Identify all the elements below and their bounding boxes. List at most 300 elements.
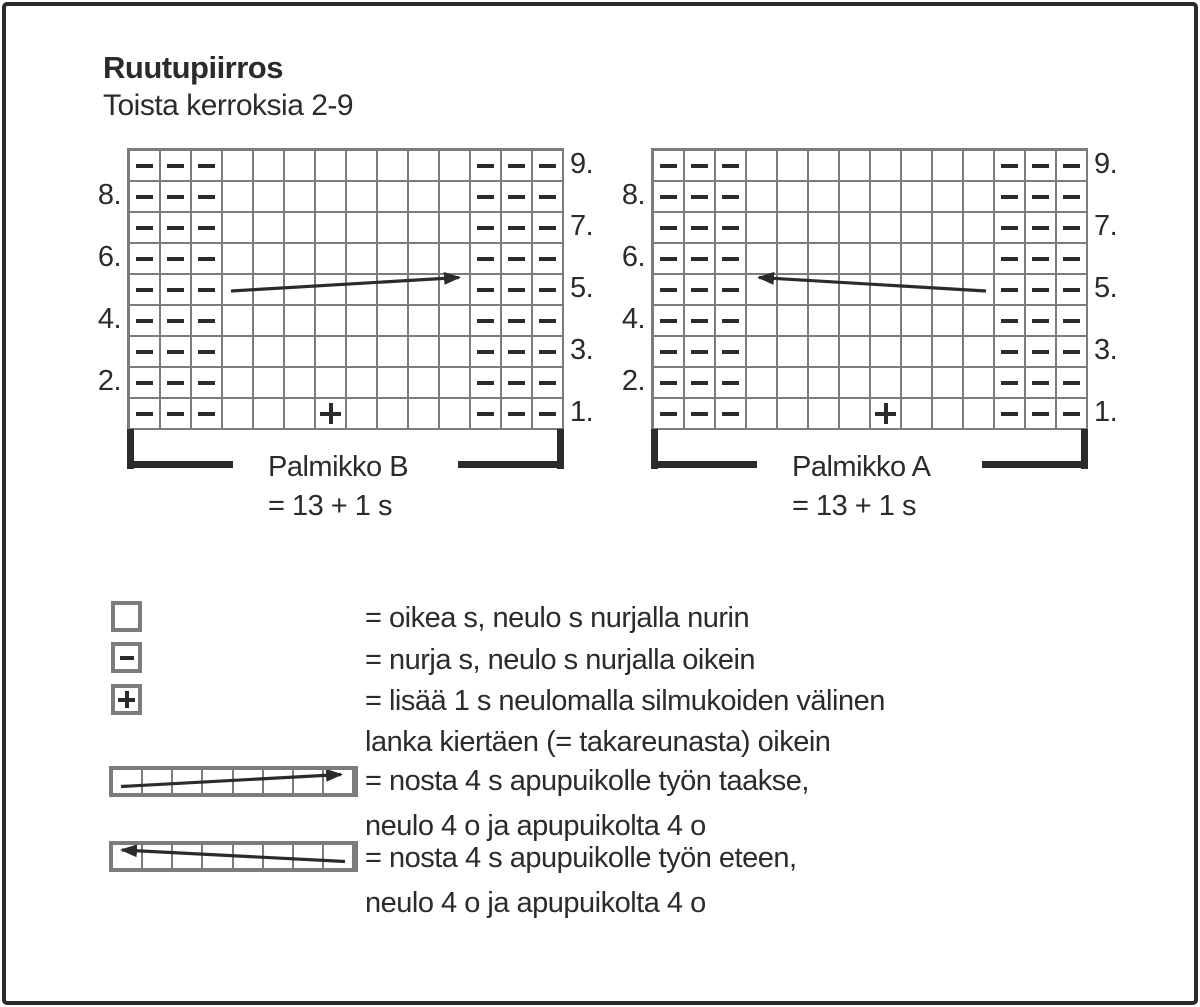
grid-cell	[192, 306, 223, 337]
grid-cell	[840, 244, 871, 275]
grid-cell	[1026, 182, 1057, 213]
purl-symbol	[660, 226, 677, 230]
purl-symbol	[691, 195, 708, 199]
purl-symbol	[691, 381, 708, 385]
grid-cell	[964, 368, 995, 399]
grid-cell	[285, 151, 316, 182]
grid-cell	[409, 182, 440, 213]
purl-symbol	[1032, 412, 1049, 416]
grid-cell	[933, 244, 964, 275]
grid-cell	[1057, 275, 1088, 306]
grid-cell	[161, 182, 192, 213]
purl-symbol	[167, 288, 184, 292]
grid-cell	[685, 337, 716, 368]
legend-text: = nurja s, neulo s nurjalla oikein	[365, 644, 756, 676]
purl-symbol	[1032, 319, 1049, 323]
grid-cell	[716, 244, 747, 275]
grid-cell	[902, 275, 933, 306]
purl-symbol	[1001, 195, 1018, 199]
grid-cell	[223, 368, 254, 399]
bracket-left-bar	[651, 461, 757, 468]
purl-symbol	[1032, 257, 1049, 261]
grid-cell	[285, 306, 316, 337]
grid-cell	[840, 368, 871, 399]
grid-cell	[1057, 151, 1088, 182]
grid-cell	[471, 182, 502, 213]
purl-symbol	[1032, 164, 1049, 168]
purl-symbol	[1063, 350, 1080, 354]
grid-cell	[254, 337, 285, 368]
grid-cell	[440, 275, 471, 306]
chart-grid	[127, 148, 564, 430]
grid-cell	[778, 275, 809, 306]
grid-cell	[871, 275, 902, 306]
purl-symbol	[1001, 350, 1018, 354]
grid-cell	[1057, 182, 1088, 213]
grid-cell	[716, 306, 747, 337]
grid-cell	[1057, 399, 1088, 430]
grid-cell	[316, 151, 347, 182]
grid-cell	[316, 306, 347, 337]
grid-cell	[409, 368, 440, 399]
grid-cell	[654, 275, 685, 306]
row-number-4: 4.	[621, 303, 645, 335]
purl-symbol	[539, 288, 556, 292]
purl-symbol	[477, 381, 494, 385]
knit-stitch-icon	[111, 601, 142, 632]
grid-cell	[902, 244, 933, 275]
grid-cell	[533, 275, 564, 306]
purl-symbol	[1063, 164, 1080, 168]
grid-cell	[192, 151, 223, 182]
grid-cell	[502, 244, 533, 275]
grid-cell	[440, 368, 471, 399]
grid-cell	[933, 151, 964, 182]
grid-cell	[130, 182, 161, 213]
purl-symbol	[198, 412, 215, 416]
purl-symbol	[1001, 412, 1018, 416]
purl-symbol	[198, 319, 215, 323]
grid-cell	[995, 213, 1026, 244]
purl-symbol	[136, 164, 153, 168]
purl-symbol	[1001, 226, 1018, 230]
grid-cell	[1026, 275, 1057, 306]
purl-symbol	[198, 164, 215, 168]
grid-cell	[747, 337, 778, 368]
grid-cell	[533, 151, 564, 182]
grid-cell	[840, 337, 871, 368]
purl-symbol	[198, 381, 215, 385]
purl-symbol	[1001, 381, 1018, 385]
grid-cell	[502, 399, 533, 430]
grid-cell	[223, 399, 254, 430]
grid-cell	[871, 213, 902, 244]
grid-cell	[409, 399, 440, 430]
grid-cell	[471, 306, 502, 337]
grid-cell	[1057, 368, 1088, 399]
row-number-6: 6.	[97, 241, 121, 273]
purl-symbol	[539, 350, 556, 354]
chart-stitch-count: = 13 + 1 s	[792, 490, 916, 522]
grid-cell	[254, 213, 285, 244]
grid-cell	[502, 151, 533, 182]
grid-cell	[130, 151, 161, 182]
grid-cell	[440, 306, 471, 337]
grid-cell	[778, 337, 809, 368]
chart-name: Palmikko A	[792, 451, 931, 483]
purl-symbol	[508, 288, 525, 292]
grid-cell	[716, 182, 747, 213]
grid-cell	[654, 182, 685, 213]
grid-cell	[1057, 244, 1088, 275]
grid-cell	[964, 151, 995, 182]
grid-cell	[502, 213, 533, 244]
row-number-8: 8.	[621, 179, 645, 211]
grid-cell	[685, 306, 716, 337]
purl-symbol	[660, 412, 677, 416]
grid-cell	[378, 213, 409, 244]
purl-symbol	[477, 288, 494, 292]
row-number-5: 5.	[1094, 272, 1118, 304]
purl-symbol	[539, 226, 556, 230]
grid-cell	[902, 368, 933, 399]
purl-symbol	[477, 257, 494, 261]
purl-symbol	[539, 412, 556, 416]
grid-cell	[285, 182, 316, 213]
purl-symbol	[136, 195, 153, 199]
grid-cell	[778, 151, 809, 182]
purl-symbol	[1032, 350, 1049, 354]
grid-cell	[871, 151, 902, 182]
grid-cell	[347, 399, 378, 430]
bracket-left-bar	[127, 461, 233, 468]
grid-cell	[1026, 151, 1057, 182]
grid-cell	[654, 368, 685, 399]
purl-symbol	[167, 412, 184, 416]
purl-symbol	[198, 195, 215, 199]
legend-text: lanka kiertäen (= takareunasta) oikein	[365, 726, 831, 758]
grid-cell	[316, 337, 347, 368]
purl-symbol	[477, 195, 494, 199]
purl-symbol	[508, 257, 525, 261]
purl-symbol	[136, 288, 153, 292]
purl-symbol	[722, 350, 739, 354]
grid-cell	[471, 244, 502, 275]
grid-cell	[533, 306, 564, 337]
make-one-symbol	[320, 403, 341, 424]
legend-text: = nosta 4 s apupuikolle työn eteen,	[365, 842, 797, 874]
purl-symbol	[1063, 195, 1080, 199]
legend-text: = nosta 4 s apupuikolle työn taakse,	[365, 765, 809, 797]
title-block	[103, 49, 353, 125]
grid-cell	[502, 368, 533, 399]
chart-name: Palmikko B	[268, 451, 409, 483]
grid-cell	[223, 337, 254, 368]
purl-symbol	[1063, 226, 1080, 230]
purl-symbol	[508, 164, 525, 168]
purl-symbol	[136, 381, 153, 385]
row-number-7: 7.	[1094, 210, 1118, 242]
grid-cell	[285, 244, 316, 275]
grid-cell	[254, 275, 285, 306]
grid-cell	[840, 275, 871, 306]
grid-cell	[285, 368, 316, 399]
grid-cell	[347, 213, 378, 244]
purl-symbol	[722, 319, 739, 323]
row-number-6: 6.	[621, 241, 645, 273]
grid-cell	[161, 337, 192, 368]
grid-cell	[1026, 399, 1057, 430]
grid-cell	[533, 337, 564, 368]
grid-cell	[409, 244, 440, 275]
minus-glyph	[120, 656, 134, 660]
purl-symbol	[1063, 319, 1080, 323]
purl-symbol	[1001, 257, 1018, 261]
grid-cell	[254, 151, 285, 182]
grid-cell	[192, 213, 223, 244]
grid-cell	[533, 213, 564, 244]
page-subtitle: Toista kerroksia 2-9	[103, 89, 354, 122]
grid-cell	[440, 337, 471, 368]
grid-cell	[964, 244, 995, 275]
purl-symbol	[198, 288, 215, 292]
grid-cell	[840, 306, 871, 337]
grid-cell	[716, 275, 747, 306]
grid-cell	[1026, 213, 1057, 244]
grid-cell	[409, 151, 440, 182]
grid-cell	[316, 244, 347, 275]
grid-cell	[964, 337, 995, 368]
chart-caption	[268, 448, 408, 526]
purl-symbol	[167, 226, 184, 230]
grid-cell	[223, 244, 254, 275]
grid-cell	[1057, 306, 1088, 337]
legend-text: neulo 4 o ja apupuikolta 4 o	[365, 810, 706, 842]
grid-cell	[685, 182, 716, 213]
purl-symbol	[508, 226, 525, 230]
grid-cell	[654, 151, 685, 182]
grid-cell	[654, 399, 685, 430]
grid-cell	[285, 337, 316, 368]
grid-cell	[1026, 337, 1057, 368]
chart-grid	[651, 148, 1088, 430]
grid-cell	[254, 368, 285, 399]
grid-cell	[502, 306, 533, 337]
chart-stitch-count: = 13 + 1 s	[268, 490, 392, 522]
purl-symbol	[1001, 319, 1018, 323]
grid-cell	[161, 306, 192, 337]
grid-cell	[471, 368, 502, 399]
grid-cell	[716, 399, 747, 430]
purl-symbol	[660, 288, 677, 292]
grid-cell	[902, 213, 933, 244]
purl-symbol	[691, 257, 708, 261]
purl-symbol	[477, 226, 494, 230]
grid-cell	[1057, 213, 1088, 244]
knitting-chart-palmikko-b	[97, 148, 647, 548]
make-one-symbol	[875, 403, 896, 424]
grid-cell	[502, 275, 533, 306]
grid-cell	[654, 244, 685, 275]
purl-symbol	[1032, 381, 1049, 385]
purl-symbol	[167, 381, 184, 385]
legend-text: = oikea s, neulo s nurjalla nurin	[365, 602, 750, 634]
grid-cell	[747, 244, 778, 275]
row-number-8: 8.	[97, 179, 121, 211]
grid-cell	[533, 244, 564, 275]
purl-symbol	[477, 319, 494, 323]
grid-cell	[1057, 337, 1088, 368]
row-number-3: 3.	[1094, 334, 1118, 366]
grid-cell	[192, 337, 223, 368]
grid-cell	[778, 213, 809, 244]
row-number-5: 5.	[570, 272, 594, 304]
purl-symbol	[722, 257, 739, 261]
grid-cell	[685, 244, 716, 275]
grid-cell	[254, 399, 285, 430]
grid-cell	[161, 151, 192, 182]
grid-cell	[471, 151, 502, 182]
purl-symbol	[136, 412, 153, 416]
grid-cell	[809, 399, 840, 430]
grid-cell	[778, 399, 809, 430]
grid-cell	[933, 182, 964, 213]
grid-cell	[840, 213, 871, 244]
grid-cell	[809, 213, 840, 244]
grid-cell	[440, 399, 471, 430]
page-title: Ruutupiirros	[103, 50, 283, 85]
grid-cell	[130, 368, 161, 399]
grid-cell	[685, 213, 716, 244]
grid-cell	[654, 213, 685, 244]
purl-symbol	[660, 350, 677, 354]
plus-glyph	[118, 691, 135, 708]
row-number-9: 9.	[1094, 148, 1118, 180]
grid-cell	[902, 306, 933, 337]
purl-symbol	[1032, 288, 1049, 292]
grid-cell	[995, 182, 1026, 213]
grid-cell	[716, 368, 747, 399]
grid-cell	[502, 182, 533, 213]
purl-symbol	[539, 381, 556, 385]
grid-cell	[902, 182, 933, 213]
grid-cell	[809, 244, 840, 275]
purl-symbol	[1032, 195, 1049, 199]
row-number-4: 4.	[97, 303, 121, 335]
purl-symbol	[508, 412, 525, 416]
purl-symbol	[1063, 257, 1080, 261]
grid-cell	[378, 368, 409, 399]
purl-symbol	[691, 164, 708, 168]
knitting-chart-palmikko-a	[621, 148, 1171, 548]
grid-cell	[378, 182, 409, 213]
grid-cell	[933, 368, 964, 399]
grid-cell	[995, 368, 1026, 399]
grid-cell	[871, 306, 902, 337]
grid-cell	[161, 275, 192, 306]
purl-symbol	[722, 412, 739, 416]
purl-symbol	[660, 257, 677, 261]
purl-symbol	[167, 164, 184, 168]
grid-cell	[778, 244, 809, 275]
grid-cell	[995, 306, 1026, 337]
grid-cell	[161, 399, 192, 430]
purl-symbol	[660, 164, 677, 168]
grid-cell	[809, 337, 840, 368]
grid-cell	[316, 213, 347, 244]
grid-cell	[933, 306, 964, 337]
grid-cell	[964, 275, 995, 306]
grid-cell	[654, 306, 685, 337]
purl-symbol	[508, 319, 525, 323]
grid-cell	[747, 151, 778, 182]
grid-cell	[254, 182, 285, 213]
grid-cell	[933, 275, 964, 306]
grid-cell	[161, 213, 192, 244]
grid-cell	[440, 213, 471, 244]
grid-cell	[933, 213, 964, 244]
grid-cell	[747, 399, 778, 430]
purl-symbol	[1063, 381, 1080, 385]
purl-symbol	[477, 350, 494, 354]
grid-cell	[192, 244, 223, 275]
grid-cell	[130, 337, 161, 368]
purl-symbol	[691, 412, 708, 416]
purl-symbol	[167, 319, 184, 323]
grid-cell	[409, 337, 440, 368]
grid-cell	[440, 244, 471, 275]
grid-cell	[995, 244, 1026, 275]
grid-cell	[285, 213, 316, 244]
grid-cell	[130, 275, 161, 306]
grid-cell	[192, 368, 223, 399]
grid-cell	[409, 275, 440, 306]
grid-cell	[933, 399, 964, 430]
purl-symbol	[1001, 288, 1018, 292]
grid-cell	[685, 275, 716, 306]
grid-cell	[378, 337, 409, 368]
grid-cell	[995, 399, 1026, 430]
grid-cell	[502, 337, 533, 368]
grid-cell	[254, 306, 285, 337]
grid-cell	[347, 244, 378, 275]
grid-cell	[533, 368, 564, 399]
purl-symbol	[477, 412, 494, 416]
grid-cell	[409, 213, 440, 244]
grid-cell	[902, 151, 933, 182]
purl-symbol	[198, 257, 215, 261]
grid-cell	[347, 368, 378, 399]
grid-cell	[716, 213, 747, 244]
grid-cell	[130, 399, 161, 430]
grid-cell	[902, 399, 933, 430]
grid-cell	[871, 182, 902, 213]
grid-cell	[1026, 306, 1057, 337]
grid-cell	[533, 399, 564, 430]
purl-symbol	[722, 381, 739, 385]
grid-cell	[747, 182, 778, 213]
grid-cell	[809, 151, 840, 182]
purl-symbol	[539, 195, 556, 199]
grid-cell	[130, 213, 161, 244]
grid-cell	[347, 337, 378, 368]
purl-symbol	[508, 381, 525, 385]
grid-cell	[871, 244, 902, 275]
purl-symbol	[198, 226, 215, 230]
grid-cell	[871, 337, 902, 368]
cable-front-icon	[109, 841, 358, 872]
row-number-7: 7.	[570, 210, 594, 242]
